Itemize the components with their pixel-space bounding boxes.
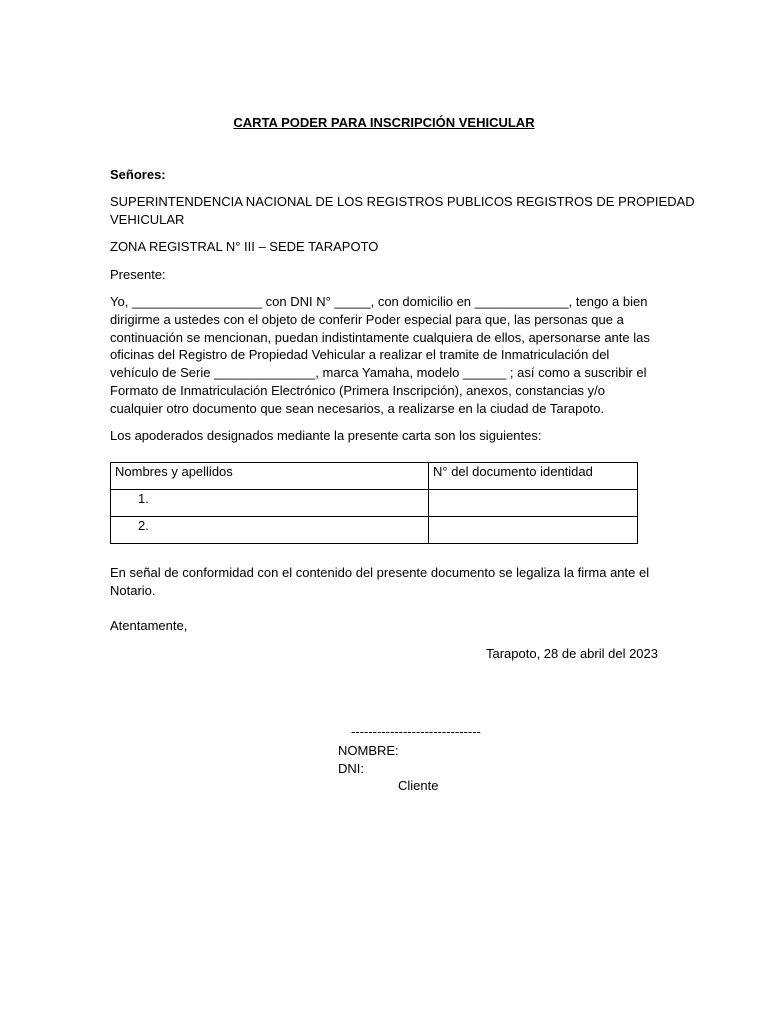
- signature-line: ------------------------------: [351, 724, 481, 739]
- header-documento: N° del documento identidad: [429, 463, 638, 490]
- body-line: Formato de Inmatriculación Electrónico (Primera Inscripción), anexos, constancias y/o: [110, 383, 605, 398]
- salutation: Señores:: [110, 167, 166, 182]
- table-row: [111, 490, 638, 517]
- body-line: dirigirme a ustedes con el objeto de conferir Poder especial para que, las personas que a: [110, 312, 624, 327]
- place-date: Tarapoto, 28 de abril del 2023: [485, 646, 658, 661]
- body-line: vehículo de Serie ______________, marca Yamaha, modelo ______ ; así como a suscribir el: [110, 365, 647, 380]
- closing: Atentamente,: [110, 618, 188, 633]
- table-header-row: [111, 463, 638, 490]
- body-line: cualquier otro documento que sean necesarios, a realizarse en la ciudad de Tarapoto.: [110, 401, 605, 416]
- signature-nombre-label: NOMBRE:: [338, 743, 399, 758]
- body-line: oficinas del Registro de Propiedad Vehicular a realizar el tramite de Inmatriculación del: [110, 347, 610, 362]
- table-cell-number: 2.: [111, 517, 429, 544]
- zone-line: ZONA REGISTRAL N° III – SEDE TARAPOTO: [110, 239, 379, 254]
- body-line: Yo, __________________ con DNI N° _____, con domicilio en _____________, tengo a bien: [110, 294, 648, 309]
- table-cell-number: 1.: [111, 490, 429, 517]
- document-title: CARTA PODER PARA INSCRIPCIÓN VEHICULAR: [233, 115, 535, 130]
- conformidad-line-1: En señal de conformidad con el contenido del presente documento se legaliza la firma ante el: [110, 565, 650, 580]
- recipient-line-2: VEHICULAR: [110, 212, 185, 227]
- signature-dni-label: DNI:: [338, 761, 364, 776]
- recipient-line-1: SUPERINTENDENCIA NACIONAL DE LOS REGISTROS PUBLICOS REGISTROS DE PROPIEDAD: [110, 194, 695, 209]
- presente-line: Presente:: [110, 267, 166, 282]
- table-cell-document: [429, 490, 638, 517]
- apoderados-table: [110, 462, 638, 544]
- body-line: continuación se mencionan, puedan indistintamente cualquiera de ellos, apersonarse ante las: [110, 330, 650, 345]
- table-row: [111, 517, 638, 544]
- signature-role: Cliente: [398, 778, 439, 793]
- table-cell-document: [429, 517, 638, 544]
- apoderados-intro: Los apoderados designados mediante la presente carta son los siguientes:: [110, 428, 542, 443]
- conformidad-line-2: Notario.: [110, 583, 156, 598]
- header-nombres: Nombres y apellidos: [111, 463, 429, 490]
